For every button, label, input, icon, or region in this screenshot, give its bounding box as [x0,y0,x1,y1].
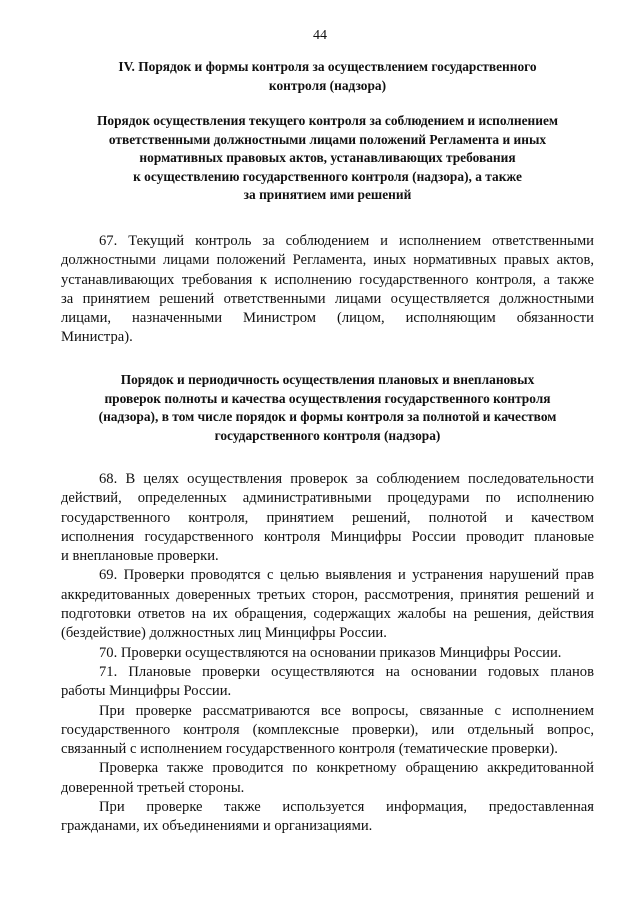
paragraph-line: 70. Проверки осуществляются на основании приказов Минцифры России. [99,644,562,661]
subheading-inspections [40,371,615,445]
subheading-line: к осуществлению государственного контроля (надзора), а также [133,168,522,184]
subheading-line: Порядок осуществления текущего контроля за соблюдением и исполнением [96,113,559,128]
subheading-line: Порядок и периодичность осуществления плановых и внеплановых [120,372,535,387]
body-paragraphs [61,470,594,837]
paragraph-line: Проверка также проводится по конкретному обращению аккредитованной [99,760,594,777]
paragraph-line: устанавливающих требования к исполнению государственного контроля, а также [61,271,594,288]
paragraph-line: за принятием решений ответственными лицами осуществляется должностными [61,290,594,307]
section-title-line: контроля (надзора) [268,77,387,93]
paragraph-line: подготовки ответов на их обращения, содержащих жалобы на решения, действия [61,606,594,623]
paragraph-line: государственного контроля, принятием решений, полнотой и качеством [61,509,594,526]
paragraph-67 [61,232,594,348]
subheading-line: (надзора), в том числе порядок и формы контроля за полнотой и качеством [98,409,557,425]
subheading-line: проверок полноты и качества осуществления государственного контроля [104,390,551,406]
paragraph-line: (бездействие) должностных лиц Минцифры России. [61,625,387,642]
subheading-line: ответственными должностными лицами положений Регламента и иных [108,131,547,147]
paragraph-line: должностными лицами положений Регламента, иных нормативных правых актов, [61,252,594,269]
page-number: 44 [313,28,327,43]
paragraph-line: 67. Текущий контроль за соблюдением и исполнением ответственными [99,233,594,249]
paragraph-line: доверенной третьей стороны. [61,779,245,796]
paragraph-line: действий, определенных административными процедурами по исполнению [61,490,594,507]
subheading-current-control [40,112,615,205]
paragraph-line: 71. Плановые проверки осуществляются на основании годовых планов [99,663,594,680]
section-title [40,58,615,95]
paragraph-line: и внеплановые проверки. [61,548,219,565]
paragraph-line: связанный с исполнением государственного контроля (тематические проверки). [61,741,558,758]
paragraph-line: 68. В целях осуществления проверок за соблюдением последовательности [99,471,594,487]
paragraph-line: исполнения государственного контроля Минцифры России проводит плановые [61,528,594,545]
paragraph-line: аккредитованных доверенных третьих сторон, рассмотрения, принятия решений и [61,586,594,603]
paragraph-line: гражданами, их объединениями и организациями. [61,818,373,835]
paragraph-line: государственного контроля (комплексные проверки), или отдельный вопрос, [61,721,594,738]
paragraph-line: При проверке также используется информация, предоставленная [99,799,594,816]
subheading-line: за принятием ими решений [243,187,412,203]
section-title-line: IV. Порядок и формы контроля за осуществлением государственного [118,59,537,74]
paragraph-line: лицами, назначенными Министром (лицом, исполняющим обязанности [61,310,594,327]
subheading-line: нормативных правовых актов, устанавливающих требования [139,150,516,166]
paragraph-line: 69. Проверки проводятся с целью выявления и устранения нарушений прав [99,567,594,584]
subheading-line: государственного контроля (надзора) [214,427,441,443]
paragraph-line: Министра). [61,329,133,346]
paragraph-line: работы Минцифры России. [61,683,232,700]
paragraph-line: При проверке рассматриваются все вопросы, связанные с исполнением [99,702,594,719]
